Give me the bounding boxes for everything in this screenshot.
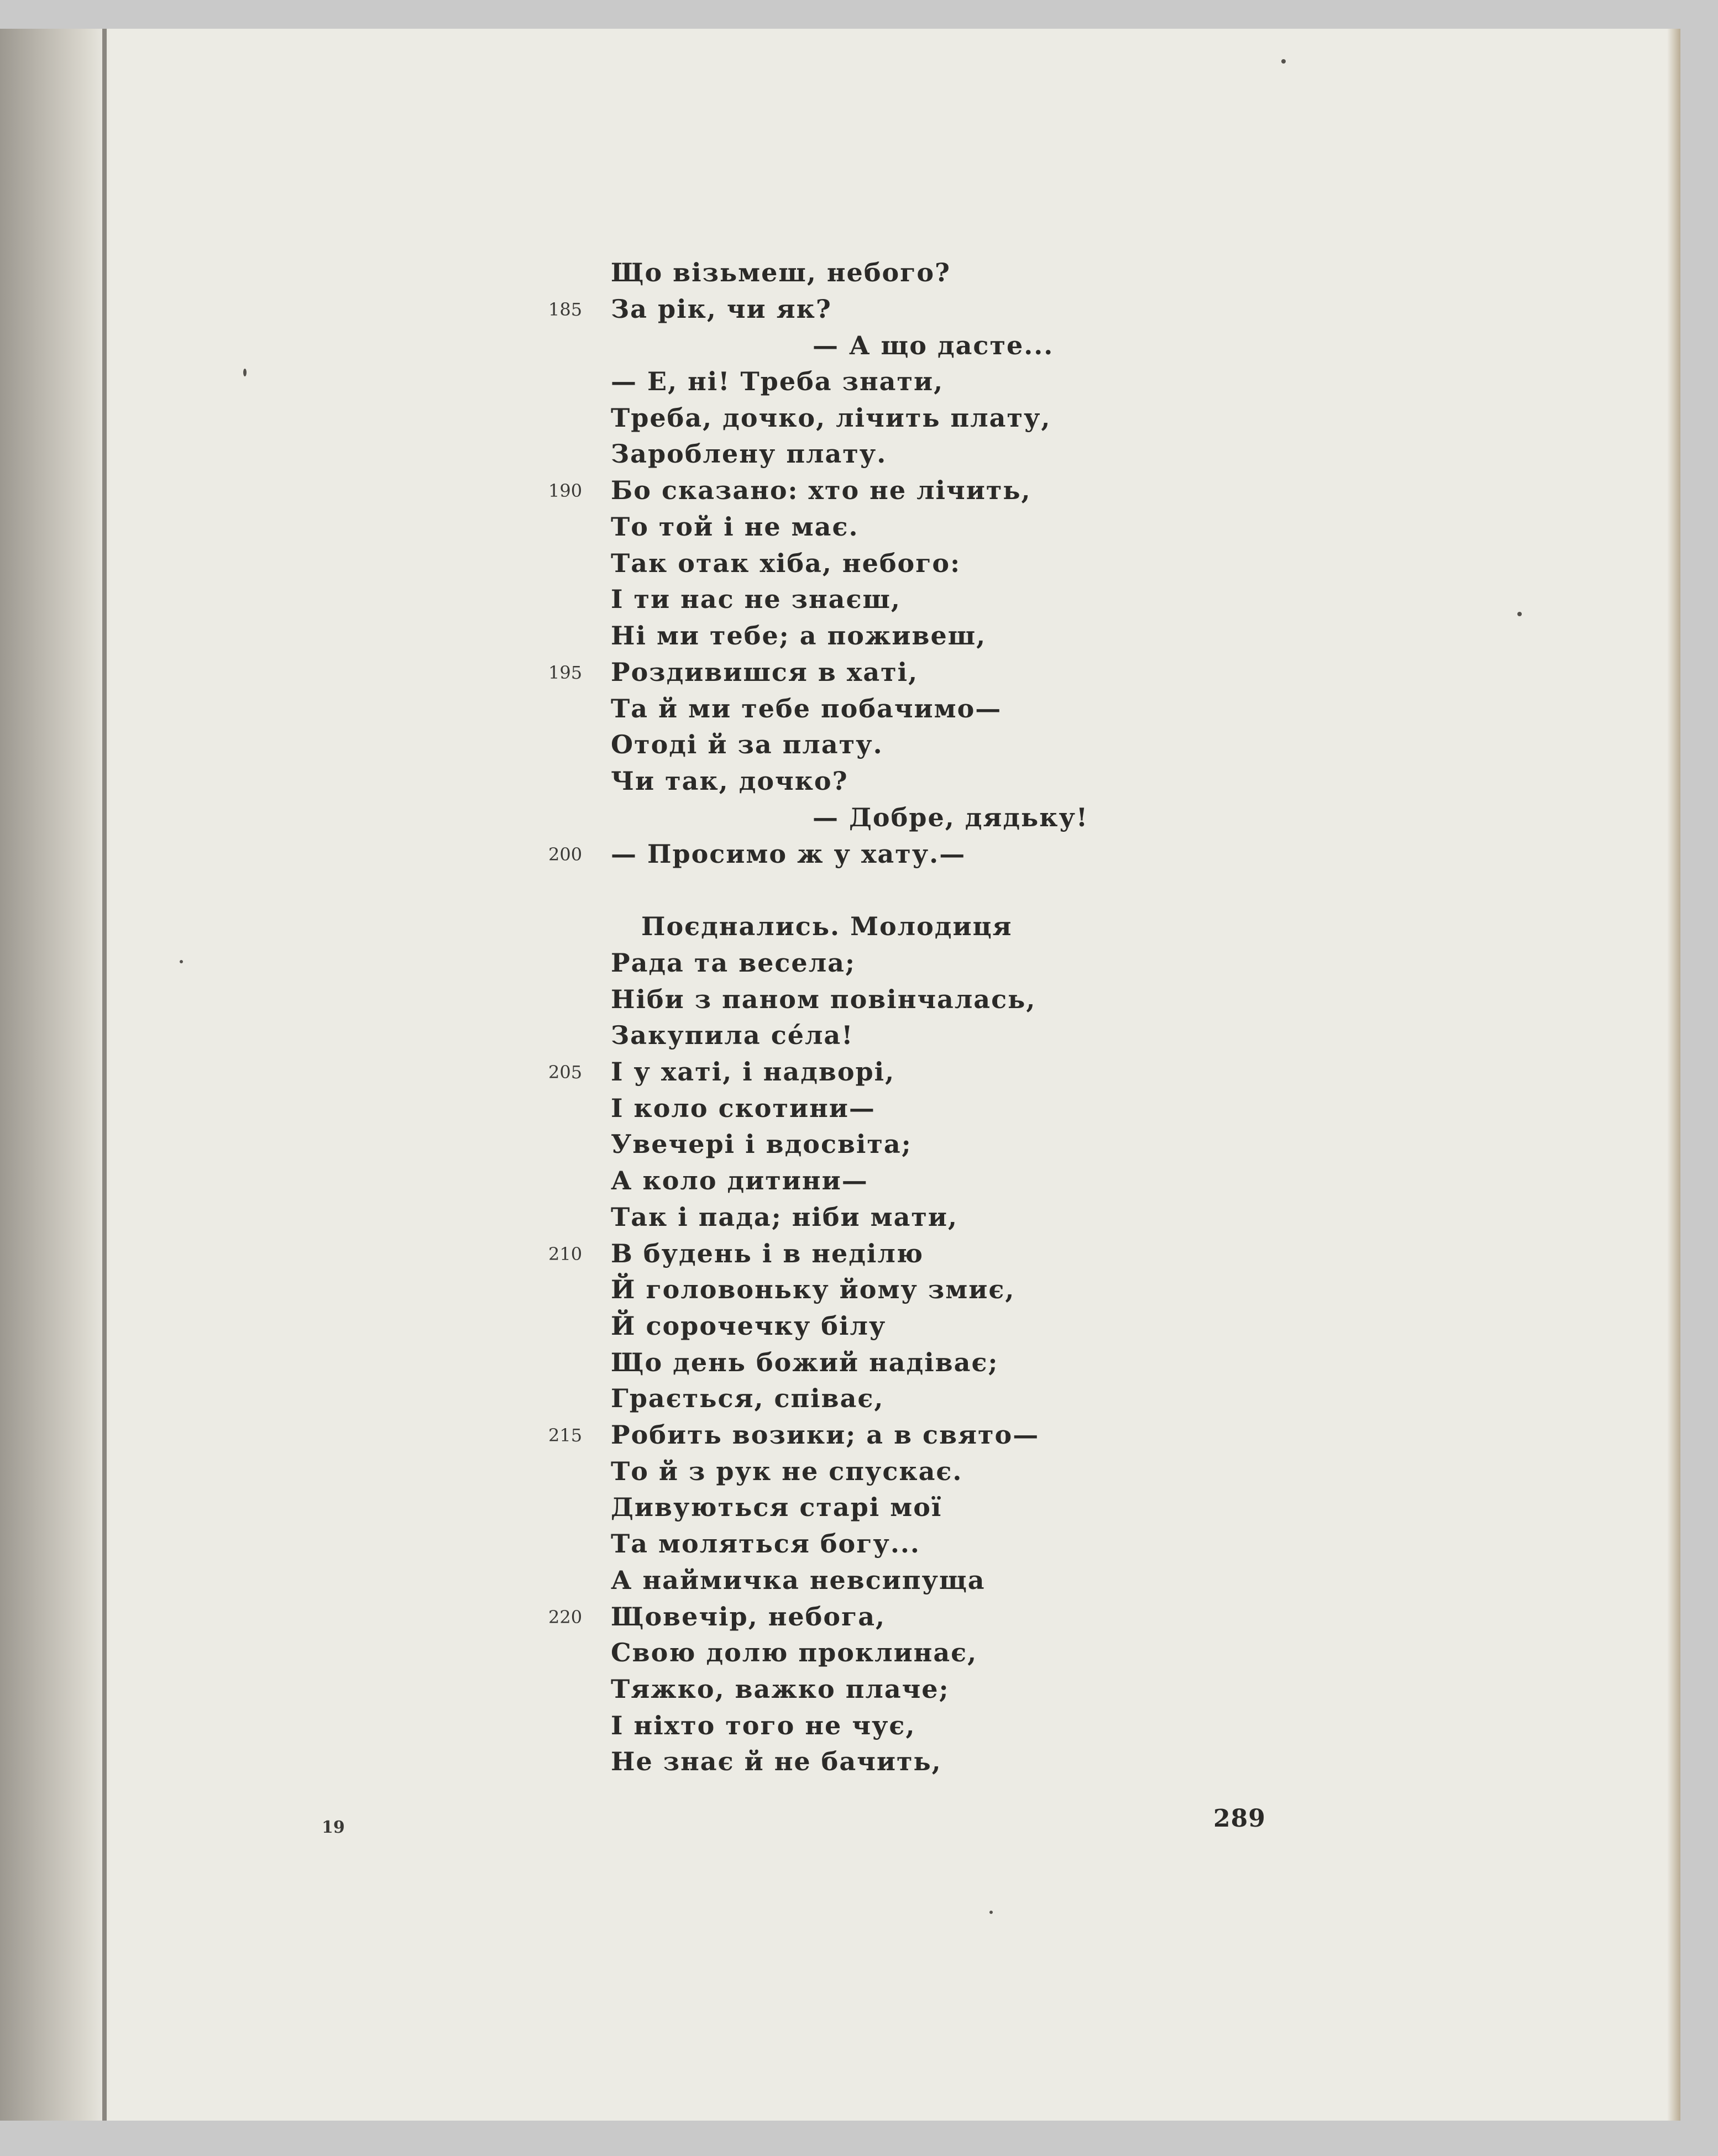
printer-signature-mark: 19 [322, 1818, 345, 1837]
poem-line: І коло скотини— [611, 1093, 876, 1123]
poem-line: В будень і в неділю [611, 1239, 924, 1268]
poem-line: Що візьмеш, небого? [611, 258, 951, 287]
line-number: 215 [548, 1425, 583, 1446]
poem-line: А наймичка невсипуща [611, 1565, 986, 1595]
poem-line: То той і не має. [611, 512, 859, 542]
poem-line: Що день божий надіває; [611, 1347, 999, 1377]
poem-line: То й з рук не спускає. [611, 1456, 963, 1486]
poem-line: Увечері і вдосвіта; [611, 1129, 912, 1159]
poem-line: Поєднались. Молодиця [641, 911, 1013, 941]
line-number: 200 [548, 844, 583, 865]
poem-line: — Е, ні! Треба знати, [611, 366, 944, 396]
poem-text [0, 29, 1680, 2121]
poem-line: І у хаті, і надворі, [611, 1057, 895, 1087]
poem-line: Тяжко, важко плаче; [611, 1674, 950, 1704]
poem-line: За рік, чи як? [611, 294, 832, 324]
poem-line: Так і пада; ніби мати, [611, 1202, 958, 1232]
line-number: 205 [548, 1062, 583, 1083]
poem-line: Роздивишся в хаті, [611, 657, 919, 687]
poem-line: І ти нас не знаєш, [611, 584, 901, 614]
page-number: 289 [1213, 1804, 1266, 1833]
poem-line: Чи так, дочко? [611, 766, 848, 796]
poem-line: Й сорочечку білу [611, 1311, 887, 1341]
poem-line: Та моляться богу... [611, 1529, 920, 1559]
poem-line: Отоді й за плату. [611, 730, 883, 759]
line-number: 190 [548, 480, 583, 501]
line-number: 185 [548, 299, 583, 320]
poem-line: Треба, дочко, лічить плату, [611, 403, 1051, 433]
poem-line: Робить возики; а в свято— [611, 1420, 1040, 1450]
poem-line: Зароблену плату. [611, 439, 887, 469]
poem-line: Грається, співає, [611, 1383, 884, 1413]
line-number: 195 [548, 662, 583, 683]
book-page [0, 29, 1680, 2121]
line-number: 210 [548, 1244, 583, 1265]
poem-line: Закупила сéла! [611, 1020, 854, 1050]
poem-line: Й головоньку йому змиє, [611, 1274, 1015, 1304]
poem-line: Рада та весела; [611, 948, 856, 978]
poem-line: Ні ми тебе; а поживеш, [611, 621, 987, 651]
poem-line: Щовечір, небога, [611, 1602, 886, 1632]
poem-line: І ніхто того не чує, [611, 1711, 916, 1740]
poem-line: Ніби з паном повінчалась, [611, 984, 1036, 1014]
poem-line: Дивуються старі мої [611, 1492, 942, 1522]
poem-line: — Добре, дядьку! [813, 802, 1089, 832]
poem-line: Та й ми тебе побачимо— [611, 694, 1002, 723]
poem-line: Так отак хіба, небого: [611, 548, 961, 578]
line-number: 220 [548, 1607, 583, 1628]
poem-line: А коло дитини— [611, 1166, 868, 1195]
poem-line: Бо сказано: хто не лічить, [611, 475, 1031, 505]
poem-line: — Просимо ж у хату.— [611, 839, 966, 869]
poem-line: Свою долю проклинає, [611, 1638, 978, 1667]
poem-line: — А що дасте... [813, 331, 1054, 360]
poem-line: Не знає й не бачить, [611, 1746, 942, 1776]
